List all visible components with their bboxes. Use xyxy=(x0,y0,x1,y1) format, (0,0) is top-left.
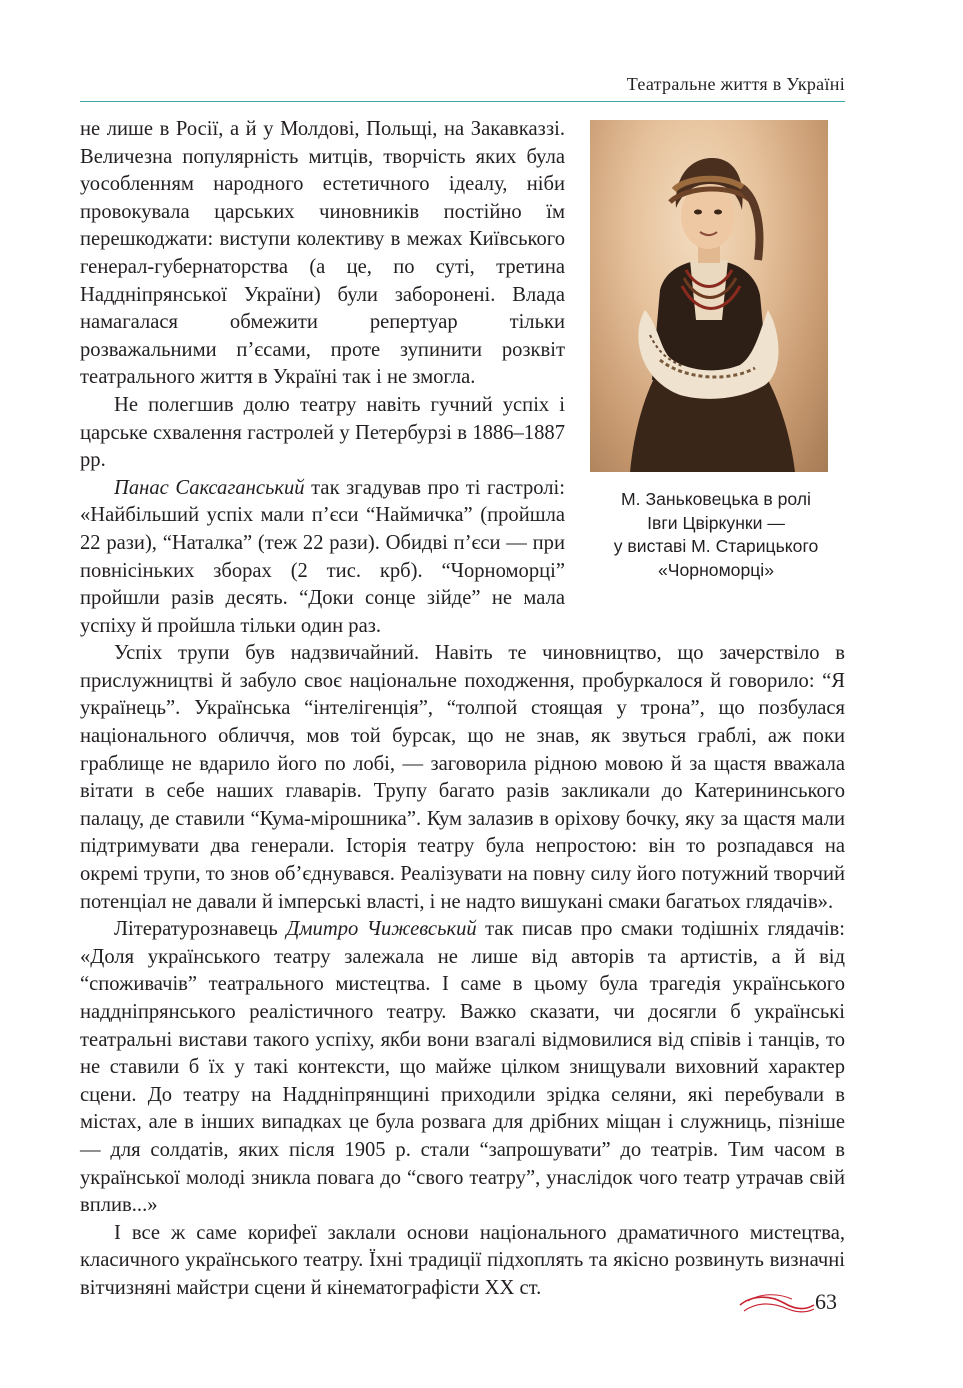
caption-line: Івги Цвіркунки — xyxy=(647,512,785,533)
figure xyxy=(587,120,845,582)
paragraph-text: Літературознавець xyxy=(114,918,287,941)
caption-line: М. Заньковецька в ролі xyxy=(621,489,811,509)
paragraph-text: так згадував про ті гастролі: «Найбільший успіх мали п’єси “Наймичка” (пройшла 22 рази), “Наталка” (теж 22 рази). Обидві п’єси — при повнісіньких зборах (2 тис. крб). “Чорноморці” пройшли разів десять. “Доки сонце зійде” не мала успіху й пройшла тільки один раз. xyxy=(80,476,566,637)
author-name: Дмитро Чижевський xyxy=(286,918,477,941)
paragraph: Не полегшив долю театру навіть гучний успіх і царське схвалення гастролей у Петербурзі в 1886–1887 рр. xyxy=(80,393,565,472)
body-text xyxy=(80,116,845,1303)
header-rule xyxy=(80,101,845,102)
portrait-illustration xyxy=(590,120,828,472)
figure-caption xyxy=(587,488,845,582)
paragraph: не лише в Росії, а й у Молдові, Польщі, на Закавказзі. Величезна популярність митців, творчість яких була уособленням народного естетичного ідеалу, ніби провокувала царських чиновників постійно їм перешкоджати: виступи колективу в межах Київського генерал-губернаторства (а це, по суті, третина Наддніпрянської України) були заборонені. Влада намагалася обмежити репертуар тільки розважальними п’єсами, проте зупинити розквіт театрального життя в Україні так і не змогла. xyxy=(80,118,565,389)
running-head: Театральне життя в Україні xyxy=(626,74,845,94)
caption-line: «Чорноморці» xyxy=(657,559,775,580)
author-name: Панас Саксаганський xyxy=(114,476,305,499)
caption-line: у виставі М. Старицького xyxy=(613,536,819,557)
portrait-photo xyxy=(590,120,828,472)
page-number: 63 xyxy=(815,1289,837,1314)
paragraph-text: так писав про смаки тодішніх глядачів: «Доля українського театру залежала не лише від авторів та артистів, а й від “споживачів” театрального мистецтва. І саме в цьому була трагедія українського наддніпрянського реалістичного театру. Важко сказати, чи досягли б українські театральні вистави такого успіху, якби вони взагалі відмовилися від співів і танців, то не ставили б їх у такі контексти, що майже цілком знищували виховний характер сцени. До театру на Наддніпрянщині приходили зрідка селяни, які перебували в містах, але в інших випадках це була розвага для дрібних міщан і служниць, пізніше — для солдатів, яких після 1905 р. стали “запрошувати” до театрів. Тим часом в української молоді зникла повага до “свого театру”, унаслідок чого театр утрачав свій вплив...» xyxy=(80,918,846,1217)
flourish-ornament xyxy=(738,1291,816,1321)
paragraph: Успіх трупи був надзвичайний. Навіть те чиновництво, що зачерствіло в прислужництві й забуло своє національне походження, пробуркалося й говорило: “Я українець”. Українська “інтелігенція”, “толпой стоящая у трона”, що позбулася національного обличчя, мов той бурсак, що не знав, як звуться граблі, аж поки граблище не вдарило його по лобі, — заговорила рідною мовою й за щастя вважала вітати в себе наших главарів. Трупу багато разів закликали до Катерининського палацу, де ставили “Кума-мірошника”. Кум залазив в оріхову бочку, яку за щастя мали підтримувати два генерали. Історія театру була непростою: він то розпадався на окремі трупи, то знов об’єднувався. Реалізувати на повну силу його потужний творчий потенціал не давали й імперські власті, і не надто вишукані смаки багатьох глядачів». xyxy=(80,642,845,913)
paragraph xyxy=(80,916,845,1220)
paragraph: І все ж саме корифеї заклали основи національного драматичного мистецтва, класичного українського театру. Їхні традиції підхоплять та якісно розвинуть визначні вітчизняні майстри сцени й кінематографісти XX ст. xyxy=(80,1221,845,1299)
